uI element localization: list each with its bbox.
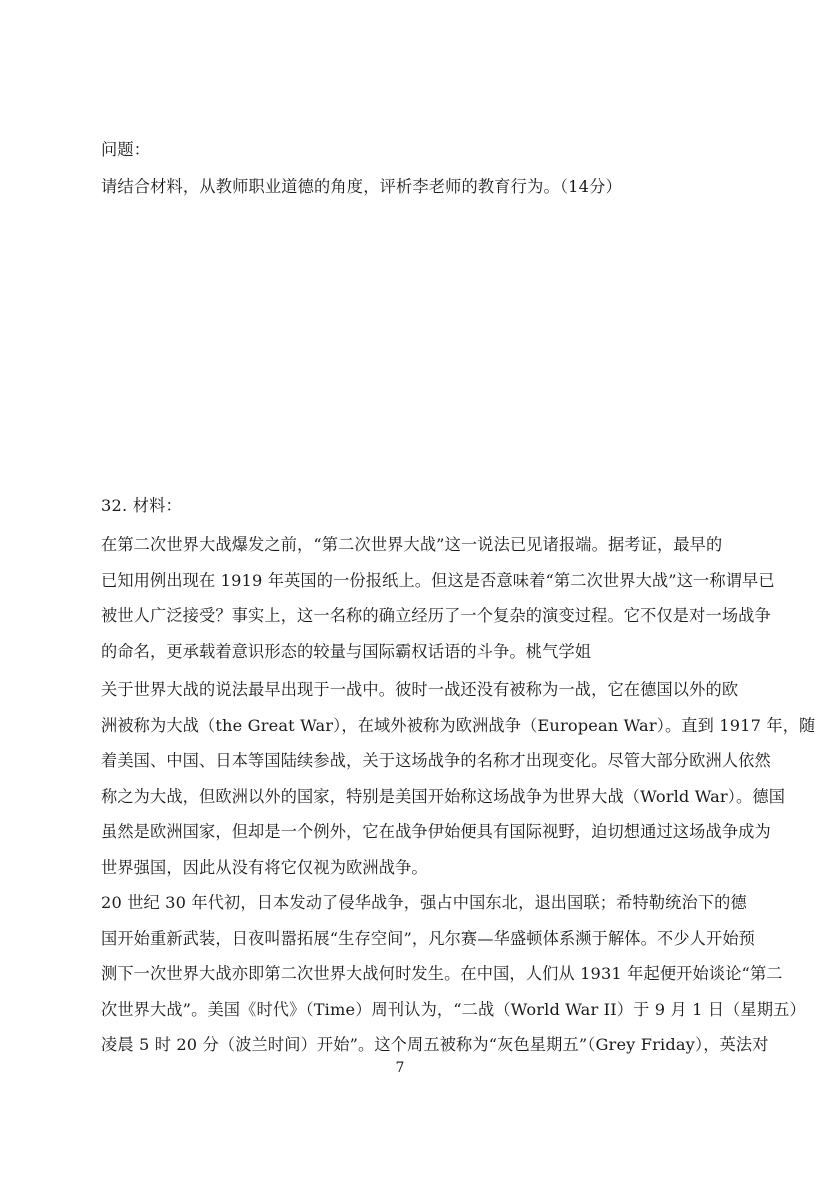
material-paragraph-3 <box>101 885 806 1063</box>
paragraph-line: 国开始重新武装，日夜叫嚣拓展“生存空间”，凡尔赛—华盛顿体系濒于解体。不少人开始预 <box>101 928 756 948</box>
paragraph-line: 的命名，更承载着意识形态的较量与国际霸权话语的斗争。桃气学姐 <box>101 641 592 661</box>
paragraph-line: 关于世界大战的说法最早出现于一战中。彼时一战还没有被称为一战，它在德国以外的欧 <box>101 680 739 699</box>
paragraph-line: 在第二次世界大战爆发之前，“第二次世界大战”这一说法已见诸报端。据考证，最早的 <box>101 535 723 554</box>
paragraph-line: 虽然是欧洲国家，但却是一个例外，它在战争伊始便具有国际视野，迫切想通过这场战争成为 <box>101 822 771 841</box>
paragraph-line: 称之为大战，但欧洲以外的国家，特别是美国开始称这场战争为世界大战（World War）。德国 <box>101 786 786 806</box>
paragraph-line: 20 世纪 30 年代初，日本发动了侵华战争，强占中国东北，退出国联；希特勒统治下的德 <box>101 893 747 912</box>
paragraph-line: 洲被称为大战（the Great War），在域外被称为欧洲战争（European War）。直到 1917 年，随 <box>101 715 815 735</box>
material-paragraph-1 <box>101 527 775 669</box>
paragraph-line: 测下一次世界大战亦即第二次世界大战何时发生。在中国，人们从 1931 年起便开始谈论“第二 <box>101 964 783 983</box>
question-prompt: 请结合材料，从教师职业道德的角度，评析李老师的教育行为。（14分） <box>101 177 622 196</box>
paragraph-line: 次世界大战”。美国《时代》（Time）周刊认为，“二战（World War II）于 9 月 1 日（星期五） <box>101 999 806 1019</box>
question-heading: 问题： <box>101 140 151 159</box>
material-paragraph-2 <box>101 672 815 885</box>
material-heading: 32. 材料： <box>101 496 182 515</box>
paragraph-line: 被世人广泛接受？事实上，这一名称的确立经历了一个复杂的演变过程。它不仅是对一场战争 <box>101 606 771 625</box>
paragraph-line: 已知用例出现在 1919 年英国的一份报纸上。但这是否意味着“第二次世界大战”这一称谓早已 <box>101 570 775 590</box>
paragraph-line: 凌晨 5 时 20 分（波兰时间）开始”。这个周五被称为“灰色星期五”（Grey Friday），英法对 <box>101 1035 769 1054</box>
paragraph-line: 着美国、中国、日本等国陆续参战，关于这场战争的名称才出现变化。尽管大部分欧洲人依然 <box>101 751 771 770</box>
paragraph-line: 世界强国，因此从没有将它仅视为欧洲战争。 <box>101 857 428 877</box>
page-number: 7 <box>395 1060 405 1076</box>
